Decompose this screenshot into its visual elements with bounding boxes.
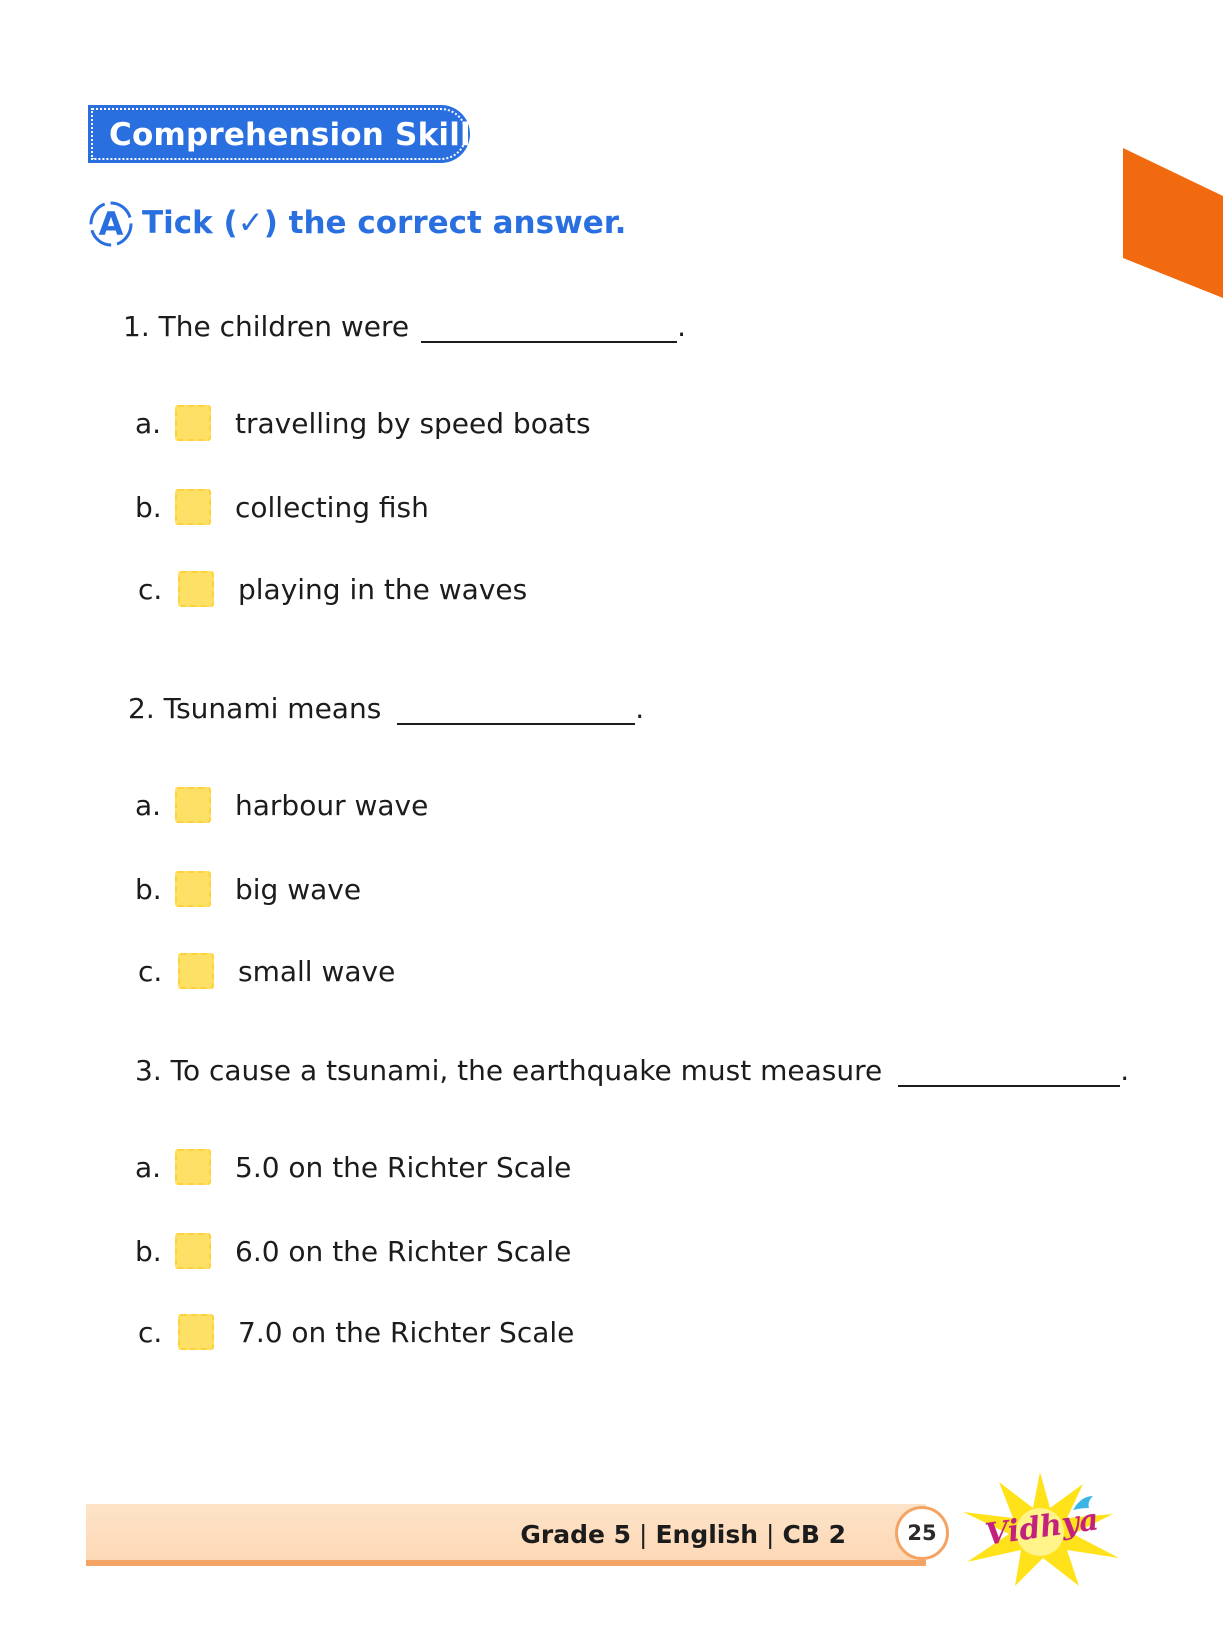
activity-letter: A xyxy=(98,205,124,243)
answer-blank[interactable] xyxy=(397,697,635,725)
footer-subject: English xyxy=(655,1520,759,1549)
question-number: 1. xyxy=(123,310,150,343)
question-1-option-c xyxy=(138,569,527,609)
option-letter: a. xyxy=(135,406,162,440)
option-text: big wave xyxy=(235,872,362,906)
question-1 xyxy=(123,310,686,343)
answer-blank[interactable] xyxy=(421,315,677,343)
tick-checkbox[interactable] xyxy=(175,1233,211,1269)
tick-checkbox[interactable] xyxy=(175,489,211,525)
question-end: . xyxy=(635,692,645,725)
question-text: Tsunami means xyxy=(163,692,382,725)
option-letter: b. xyxy=(135,872,162,906)
activity-instruction: Tick (✓) the correct answer. xyxy=(142,205,627,241)
footer-book: CB 2 xyxy=(782,1520,846,1549)
vidhya-logo xyxy=(955,1470,1125,1590)
footer-separator: | xyxy=(766,1520,775,1549)
question-1-option-a xyxy=(135,403,591,443)
footer-band xyxy=(86,1504,926,1566)
question-2-option-a xyxy=(135,785,428,825)
tick-checkbox[interactable] xyxy=(178,571,214,607)
tick-checkbox[interactable] xyxy=(178,1314,214,1350)
footer-info xyxy=(520,1520,846,1549)
tick-checkbox[interactable] xyxy=(175,787,211,823)
question-2-option-b xyxy=(135,869,361,909)
question-1-option-b xyxy=(135,487,429,527)
activity-letter-icon xyxy=(88,199,134,247)
tick-checkbox[interactable] xyxy=(175,1149,211,1185)
option-text: travelling by speed boats xyxy=(235,406,591,440)
option-text: collecting fish xyxy=(235,490,429,524)
tick-checkbox[interactable] xyxy=(175,405,211,441)
option-text: 6.0 on the Richter Scale xyxy=(235,1234,572,1268)
activity-heading xyxy=(88,198,626,248)
answer-blank[interactable] xyxy=(898,1059,1120,1087)
option-letter: c. xyxy=(138,1315,163,1349)
question-number: 3. xyxy=(135,1054,162,1087)
orange-corner-flag-icon xyxy=(1123,148,1223,298)
question-text: To cause a tsunami, the earthquake must measure xyxy=(170,1054,883,1087)
option-letter: b. xyxy=(135,490,162,524)
question-3-option-b xyxy=(135,1231,571,1271)
footer-separator: | xyxy=(639,1520,648,1549)
tick-checkbox[interactable] xyxy=(175,871,211,907)
option-text: harbour wave xyxy=(235,788,429,822)
option-text: 5.0 on the Richter Scale xyxy=(235,1150,572,1184)
footer-grade: Grade 5 xyxy=(520,1520,632,1549)
option-text: playing in the waves xyxy=(238,572,528,606)
question-3-option-a xyxy=(135,1147,571,1187)
question-3-option-c xyxy=(138,1312,574,1352)
option-letter: a. xyxy=(135,1150,162,1184)
option-letter: c. xyxy=(138,954,163,988)
option-letter: a. xyxy=(135,788,162,822)
question-end: . xyxy=(1120,1054,1130,1087)
page-number: 25 xyxy=(895,1506,949,1560)
option-text: small wave xyxy=(238,954,396,988)
question-number: 2. xyxy=(128,692,155,725)
question-2 xyxy=(128,692,644,725)
question-end: . xyxy=(677,310,686,343)
option-text: 7.0 on the Richter Scale xyxy=(238,1315,575,1349)
question-2-option-c xyxy=(138,951,395,991)
logo-brand: Vidhya xyxy=(983,1502,1101,1553)
question-text: The children were xyxy=(158,310,410,343)
section-badge xyxy=(88,105,490,163)
section-title: Comprehension Skills xyxy=(91,108,467,160)
option-letter: c. xyxy=(138,572,163,606)
option-letter: b. xyxy=(135,1234,162,1268)
tick-checkbox[interactable] xyxy=(178,953,214,989)
question-3 xyxy=(135,1054,1129,1087)
